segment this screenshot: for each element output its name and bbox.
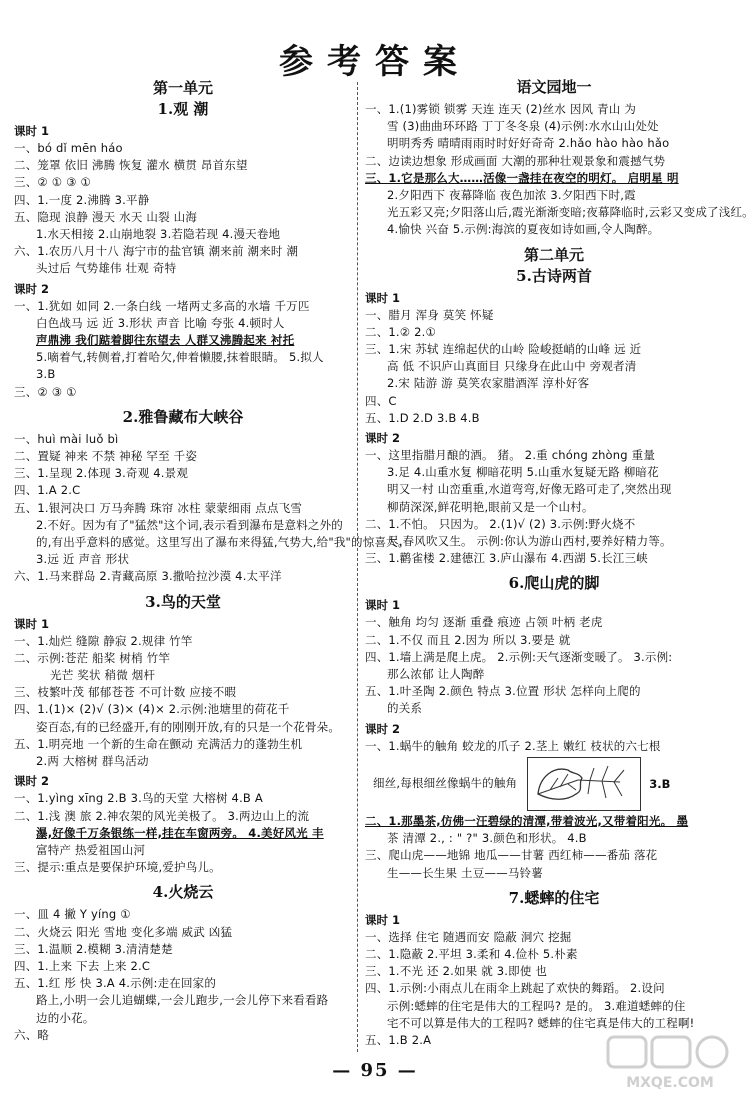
answer-line: 四、1.示例:小雨点儿在雨伞上跳起了欢快的舞蹈。 2.设问: [365, 981, 665, 996]
answer-line: 二、火烧云 阳光 雪地 变化多端 威武 凶猛: [14, 924, 233, 939]
answer-line: 六、1.农历八月十八 海宁市的盐官镇 潮来前 潮来时 潮: [14, 244, 299, 259]
answer-line: 一、1.yìng xīng 2.B 3.鸟的天堂 大榕树 4.B A: [14, 791, 263, 806]
answer-line: 二、边读边想象 形成画面 大潮的那种壮观景象和震撼气势: [365, 153, 666, 168]
answer-line: 头过后 气势雄伟 壮观 奇特: [36, 261, 177, 276]
answer-line: 四、1.(1)× (2)√ (3)× (4)× 2.示例:池塘里的荷花千: [14, 702, 290, 717]
period-label: 课时 2: [365, 431, 401, 446]
period-label: 课时 1: [365, 598, 401, 613]
answer-line: 三、枝繁叶茂 郁郁苍苍 不可计数 应接不暇: [14, 685, 237, 700]
answer-line: 3.远 近 声音 形状: [36, 552, 130, 567]
answer-line: 一、huì mài luǒ bì: [14, 431, 119, 446]
answer-line: 四、1.墙上满是爬上虎。 2.示例:天气逐渐变暖了。 3.示例:: [365, 649, 673, 664]
answer-line: 生——长生果 土豆——马铃薯: [387, 865, 543, 880]
answer-line: 声鼎沸 我们踮着脚往东望去 人群又沸腾起来 衬托: [36, 333, 295, 348]
answer-line: 三、爬山虎——地锦 地瓜——甘薯 西红柿——番茄 落花: [365, 848, 658, 863]
answer-line: 二、置疑 神来 不禁 神秘 罕至 千姿: [14, 449, 198, 464]
answer-line: 3.足 4.山重水复 柳暗花明 5.山重水复疑无路 柳暗花: [387, 465, 659, 480]
answer-line: 2.不好。因为有了"猛然"这个词,表示看到瀑布是意料之外的: [36, 517, 344, 532]
answer-line: 二、1.不仅 而且 2.因为 所以 3.要是 就: [365, 632, 571, 647]
answer-line: 姿百态,有的已经盛开,有的刚刚开放,有的只是一个花骨朵。: [36, 719, 341, 734]
answer-line: 五、1.银河决口 万马奔腾 珠帘 冰柱 蒙蒙细雨 点点飞雪: [14, 500, 303, 515]
lesson-title: 3.鸟的天堂: [145, 592, 221, 611]
answer-line: 的,有出乎意料的感觉。这里写出了瀑布来得猛,气势大,给"我"的惊喜大。: [36, 535, 410, 550]
period-label: 课时 1: [14, 616, 50, 631]
leaf-drawing-icon: [527, 757, 641, 811]
answer-line: 三、1.它是那么大……活像一盏挂在夜空的明灯。 启明星 明: [365, 170, 679, 185]
answer-line: 2.夕阳西下 夜幕降临 夜色加浓 3.夕阳西下时,霞: [387, 188, 636, 203]
answer-line: 一、1.(1)雾锁 锁雾 天连 连天 (2)丝水 因风 青山 为: [365, 102, 637, 116]
answer-line: 三、1.呈现 2.体现 3.奇观 4.景观: [14, 466, 189, 481]
answer-line: 五、1.B 2.A: [365, 1032, 432, 1047]
answer-line: 三、② ③ ①: [14, 384, 77, 399]
answer-line: 2.宋 陆游 游 莫笑农家腊酒浑 淳朴好客: [387, 376, 590, 391]
answer-line: 二、示例:苍茫 船桨 树梢 竹竿: [14, 650, 171, 665]
answer-line: 一、选择 住宅 随遇而安 隐蔽 洞穴 挖掘: [365, 929, 572, 944]
answer-line: 光五彩又亮;夕阳落山后,霞光渐渐变暗;夜幕降临时,云彩又变成了浅红。: [387, 205, 754, 220]
answer-line: 富特产 热爱祖国山河: [36, 842, 146, 857]
answer-line: 示例:蟋蟀的住宅是伟大的工程吗? 是的。 3.难道蟋蟀的住: [387, 998, 686, 1013]
answer-line: 1.水天相接 2.山崩地裂 3.若隐若现 4.漫天卷地: [36, 227, 281, 242]
answer-line: 4.愉快 兴奋 5.示例:海滨的夏夜如诗如画,令人陶醉。: [387, 222, 660, 237]
answer-line: 2.两 大榕树 群鸟活动: [36, 754, 149, 769]
answer-line: 尽,春风吹又生。 示例:你认为游山西村,要养好精力等。: [387, 534, 672, 549]
period-label: 课时 1: [14, 124, 50, 138]
answer-line: 边的小花。: [36, 1010, 95, 1025]
answer-line: 四、1.A 2.C: [14, 483, 81, 498]
column-divider: [357, 82, 358, 1052]
answer-line: 五、1.明亮地 一个新的生命在颤动 充满活力的蓬勃生机: [14, 736, 303, 751]
answer-line: 一、腊月 浑身 莫笑 怀疑: [365, 307, 494, 322]
lesson-title: 2.雅鲁藏布大峡谷: [122, 407, 244, 426]
unit-title: 第二单元: [523, 245, 584, 264]
answer-line: 茶 清潭 2., : " ?" 3.颜色和形状。 4.B: [387, 831, 587, 846]
answer-line: 二、1.那墨茶,仿佛一汪碧绿的清潭,带着波光,又带着阳光。 墨: [365, 813, 689, 828]
answer-line: 六、1.马来群岛 2.青藏高原 3.撒哈拉沙漠 4.太平洋: [14, 569, 282, 584]
right-column: [365, 76, 754, 1049]
answer-line: 宅不可以算是伟大的工程吗? 蟋蟀的住宅真是伟大的工程啊!: [387, 1015, 695, 1030]
answer-line: 光芒 奖状 稍微 烟杆: [50, 668, 156, 683]
answer-line: 瀑,好像千万条银练一样,挂在车窗两旁。 4.美好风光 丰: [36, 825, 324, 840]
answer-line: 5.嘀着气,转侧着,打着哈欠,伸着懒腰,抹着眼睛。 5.拟人: [36, 350, 324, 365]
answer-line: 一、皿 4 撇 Y yíng ①: [14, 907, 131, 922]
answer-line: 白色战马 远 近 3.形状 声音 比喻 夸张 4.顿时人: [36, 315, 285, 330]
answer-line: 三、1.不光 还 2.如果 就 3.即使 也: [365, 964, 548, 979]
watermark-logo-icon: MXQE.COM: [604, 1033, 736, 1091]
answer-line: 三、提示:重点是要保护环境,爱护鸟儿。: [14, 860, 221, 875]
lesson-title: 5.古诗两首: [516, 266, 592, 285]
unit-title: 第一单元: [152, 79, 213, 97]
answer-line: 细丝,每根细丝像蜗牛的触角: [373, 776, 518, 791]
answer-line: 明明秀秀 晴晴雨雨时时好好奇奇 2.hǎo hào hào hǎo: [387, 136, 670, 151]
answer-line: 四、1.上来 下去 上来 2.C: [14, 958, 151, 973]
lesson-title: 语文园地一: [516, 78, 592, 96]
answer-line: 三、1.宋 苏轼 连绵起伏的山岭 险峻挺峭的山峰 远 近: [365, 342, 642, 357]
answer-line: 二、1.② 2.①: [365, 324, 437, 339]
lesson-title: 6.爬山虎的脚: [508, 574, 600, 593]
period-label: 课时 2: [365, 721, 401, 736]
answer-line: 一、bó dǐ mēn háo: [14, 141, 123, 155]
answer-line: 三、1.温顺 2.模糊 3.清清楚楚: [14, 941, 173, 956]
answer-line: 五、1.红 彤 快 3.A 4.示例:走在回家的: [14, 976, 217, 991]
lesson-title: 1.观 潮: [157, 100, 209, 118]
page-number: — 95 —: [332, 1060, 418, 1081]
answer-line: 柳荫深深,鲜花明艳,眼前又是一个山村。: [387, 499, 594, 514]
answer-line: 三、1.鹳雀楼 2.建德江 3.庐山瀑布 4.西湖 5.长江三峡: [365, 551, 648, 566]
period-label: 课时 2: [14, 774, 50, 789]
period-label: 课时 2: [14, 281, 50, 296]
answer-line: 一、1.蜗牛的触角 蛟龙的爪子 2.茎上 嫩红 枝状的六七根: [365, 738, 661, 753]
answer-line: 明又一村 山峦重重,水道弯弯,好像无路可走了,突然出现: [387, 482, 672, 497]
answer-line: 二、1.隐蔽 2.平坦 3.柔和 4.俭朴 5.朴素: [365, 946, 578, 961]
answer-line: 五、1.叶圣陶 2.颜色 特点 3.位置 形状 怎样向上爬的: [365, 684, 641, 699]
answer-line: 高 低 不识庐山真面目 只缘身在此山中 旁观者清: [387, 359, 637, 374]
answer-line: 四、C: [365, 393, 397, 408]
answer-line: 路上,小明一会儿追蝴蝶,一会儿跑步,一会儿停下来看看路: [36, 993, 329, 1008]
answer-line: 雪 (3)曲曲环环路 丁丁冬冬泉 (4)示例:水水山山处处: [387, 119, 659, 134]
answer-line: 的关系: [387, 701, 423, 716]
answer-line: 一、这里指腊月酿的酒。 猪。 2.重 chóng zhòng 重量: [365, 448, 656, 463]
answer-line: 一、1.灿烂 缝隙 静寂 2.规律 竹竿: [14, 633, 193, 648]
leaf-figure-row: [365, 757, 743, 811]
lesson-title: 4.火烧云: [152, 883, 214, 902]
page-title: 参考答案: [279, 42, 471, 82]
answer-line: 二、笼罩 依旧 沸腾 恢复 灌水 横贯 昂首东望: [14, 158, 248, 173]
answer-line: 六、略: [14, 1027, 50, 1042]
period-label: 课时 1: [365, 290, 401, 305]
answer-line: 一、触角 均匀 逐渐 重叠 痕迹 占领 叶柄 老虎: [365, 615, 603, 630]
answer-line: 三、② ① ③ ①: [14, 175, 92, 190]
answer-line: 四、1.一度 2.沸腾 3.平静: [14, 192, 150, 207]
period-label: 课时 1: [365, 912, 401, 927]
answer-line: 五、隐现 浪静 漫天 水天 山裂 山海: [14, 209, 198, 224]
answer-line: 二、1.浅 澳 旅 2.神农架的风光美极了。 3.两边山上的流: [14, 808, 310, 823]
lesson-title: 7.蟋蟀的住宅: [508, 888, 600, 907]
answer-line: 一、1.犹如 如同 2.一条白线 一堵两丈多高的水墙 千万匹: [14, 298, 310, 313]
answer-line: 五、1.D 2.D 3.B 4.B: [365, 410, 480, 425]
answer-line: 那么浓郁 让人陶醉: [387, 667, 485, 682]
figure-answer: 3.B: [649, 776, 671, 791]
answer-line: 3.B: [36, 367, 56, 382]
answer-line: 二、1.不怕。 只因为。 2.(1)√ (2) 3.示例:野火烧不: [365, 516, 636, 531]
